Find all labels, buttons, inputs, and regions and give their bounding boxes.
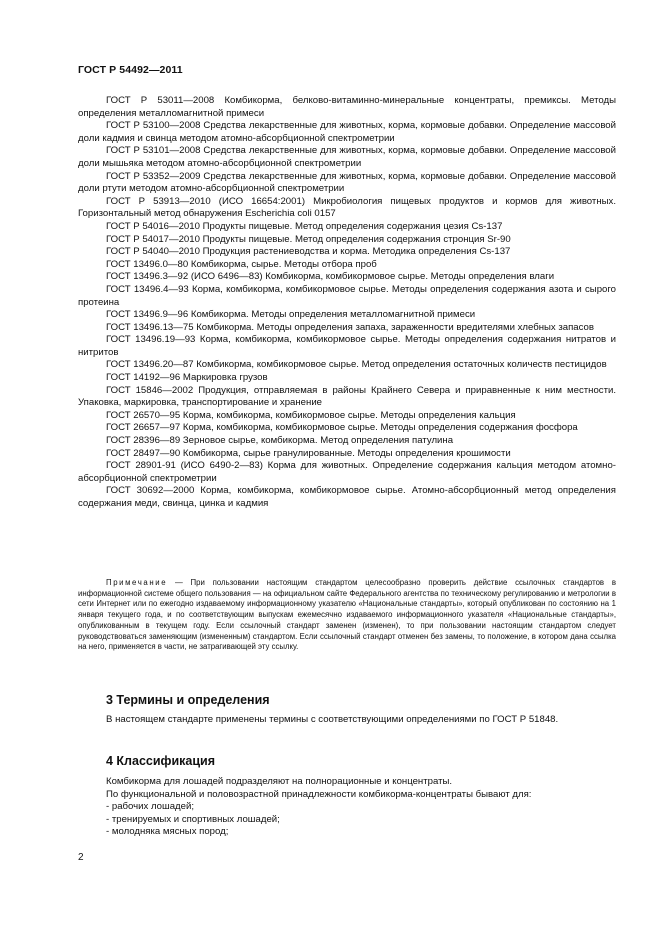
reference-item: ГОСТ Р 54017—2010 Продукты пищевые. Метод определения содержания стронция Sr-90: [106, 233, 511, 245]
reference-item: ГОСТ 13496.13—75 Комбикорма. Методы определения запаха, зараженности вредителями хлебных запасов: [106, 321, 594, 333]
list-item: - рабочих лошадей;: [106, 801, 195, 813]
references-note: [78, 578, 616, 653]
reference-item: ГОСТ 13496.3—92 (ИСО 6496—83) Комбикорма, комбикормовое сырье. Методы определения влаги: [106, 271, 555, 283]
reference-item: ГОСТ 26570—95 Корма, комбикорма, комбикормовое сырье. Методы определения кальция: [106, 409, 516, 421]
reference-item: ГОСТ Р 54016—2010 Продукты пищевые. Метод определения содержания цезия Cs-137: [106, 220, 503, 232]
reference-item: ГОСТ 13496.4—93 Корма, комбикорма, комбикормовое сырье. Методы определения содержания азота и сырого протеина: [78, 283, 616, 308]
section-3-heading: 3 Термины и определения: [106, 693, 270, 707]
reference-item: ГОСТ Р 53913—2010 (ИСО 16654:2001) Микробиология пищевых продуктов и кормов для животных. Горизонтальный метод обнаружения Escherichia coli 0157: [78, 195, 616, 220]
reference-item: ГОСТ 13496.0—80 Комбикорма, сырье. Методы отбора проб: [106, 258, 377, 270]
normative-references-list: [78, 95, 616, 511]
list-item: - молодняка мясных пород;: [106, 826, 229, 838]
reference-item: ГОСТ Р 54040—2010 Продукция растениеводства и корма. Методика определения Cs-137: [106, 246, 511, 258]
section-4-para-2: По функциональной и половозрастной принадлежности комбикорма-концентраты бывают для:: [106, 788, 532, 800]
list-item: - тренируемых и спортивных лошадей;: [106, 813, 280, 825]
reference-item: ГОСТ Р 53100—2008 Средства лекарственные для животных, корма, кормовые добавки. Определение массовой доли кадмия и свинца методом атомно-абсорбционной спектрометрии: [78, 120, 616, 144]
reference-item: ГОСТ 26657—97 Корма, комбикорма, комбикормовое сырье. Методы определения содержания фосфора: [106, 422, 578, 434]
reference-item: ГОСТ 13496.20—87 Комбикорма, комбикормовое сырье. Метод определения остаточных количеств пестицидов: [106, 359, 607, 371]
reference-item: ГОСТ Р 53011—2008 Комбикорма, белково-витаминно-минеральные концентраты, премиксы. Методы определения металломагнитной примеси: [78, 95, 616, 119]
document-header-code: ГОСТ Р 54492—2011: [78, 64, 183, 76]
note-text: — При пользовании настоящим стандартом целесообразно проверить действие ссылочных стандартов в информационной системе общего пользования — на официальном сайте Федерального агентства по техническому регулированию и метрологии в сети Интернет или по ежегодно издаваемому информационному указателю «Национальные стандарты», который опубликован по состоянию на 1 января текущего года, и по соответствующим выпускам ежемесячно издаваемого информационного указателя «Национальные стандарты», опубликованным в текущем году. Если ссылочный стандарт заменен (изменен), то при пользовании настоящим стандартом следует руководствоваться заменяющим (измененным) стандартом. Если ссылочный стандарт отменен без замены, то положение, в котором дана ссылка на него, применяется в части, не затрагивающей эту ссылку.: [78, 578, 616, 652]
section-4-body: [106, 776, 616, 839]
reference-item: ГОСТ 28497—90 Комбикорма, сырье гранулированные. Методы определения крошимости: [106, 447, 511, 459]
section-3-text: В настоящем стандарте применены термины с соответствующими определениями по ГОСТ Р 51848.: [106, 714, 559, 725]
reference-item: ГОСТ 13496.19—93 Корма, комбикорма, комбикормовое сырье. Методы определения содержания нитратов и нитритов: [78, 334, 616, 358]
reference-item: ГОСТ Р 53101—2008 Средства лекарственные для животных, корма, кормовые добавки. Определение массовой доли мышьяка методом атомно-абсорбционной спектрометрии: [78, 145, 616, 169]
reference-item: ГОСТ 28396—89 Зерновое сырье, комбикорма. Метод определения патулина: [106, 435, 454, 447]
reference-item: ГОСТ 28901-91 (ИСО 6490-2—83) Корма для животных. Определение содержания кальция методом атомно-абсорбционной спектрометрии: [78, 460, 616, 484]
reference-item: ГОСТ 15846—2002 Продукция, отправляемая в районы Крайнего Севера и приравненные к ним местности. Упаковка, маркировка, транспортирование и хранение: [78, 384, 616, 409]
section-4-para-1: Комбикорма для лошадей подразделяют на полнорационные и концентраты.: [106, 776, 453, 787]
reference-item: ГОСТ Р 53352—2009 Средства лекарственные для животных, корма, кормовые добавки. Определение массовой доли ртути методом атомно-абсорбционной спектрометрии: [78, 170, 616, 195]
reference-item: ГОСТ 30692—2000 Корма, комбикорма, комбикормовое сырье. Атомно-абсорбционный метод определения содержания меди, свинца, цинка и кадмия: [78, 485, 616, 509]
note-lead: Примечание: [106, 578, 168, 587]
section-4-heading: 4 Классификация: [106, 754, 216, 768]
reference-item: ГОСТ 13496.9—96 Комбикорма. Методы определения металломагнитной примеси: [106, 309, 476, 321]
reference-item: ГОСТ 14192—96 Маркировка грузов: [106, 372, 268, 384]
page-number: 2: [78, 852, 84, 863]
